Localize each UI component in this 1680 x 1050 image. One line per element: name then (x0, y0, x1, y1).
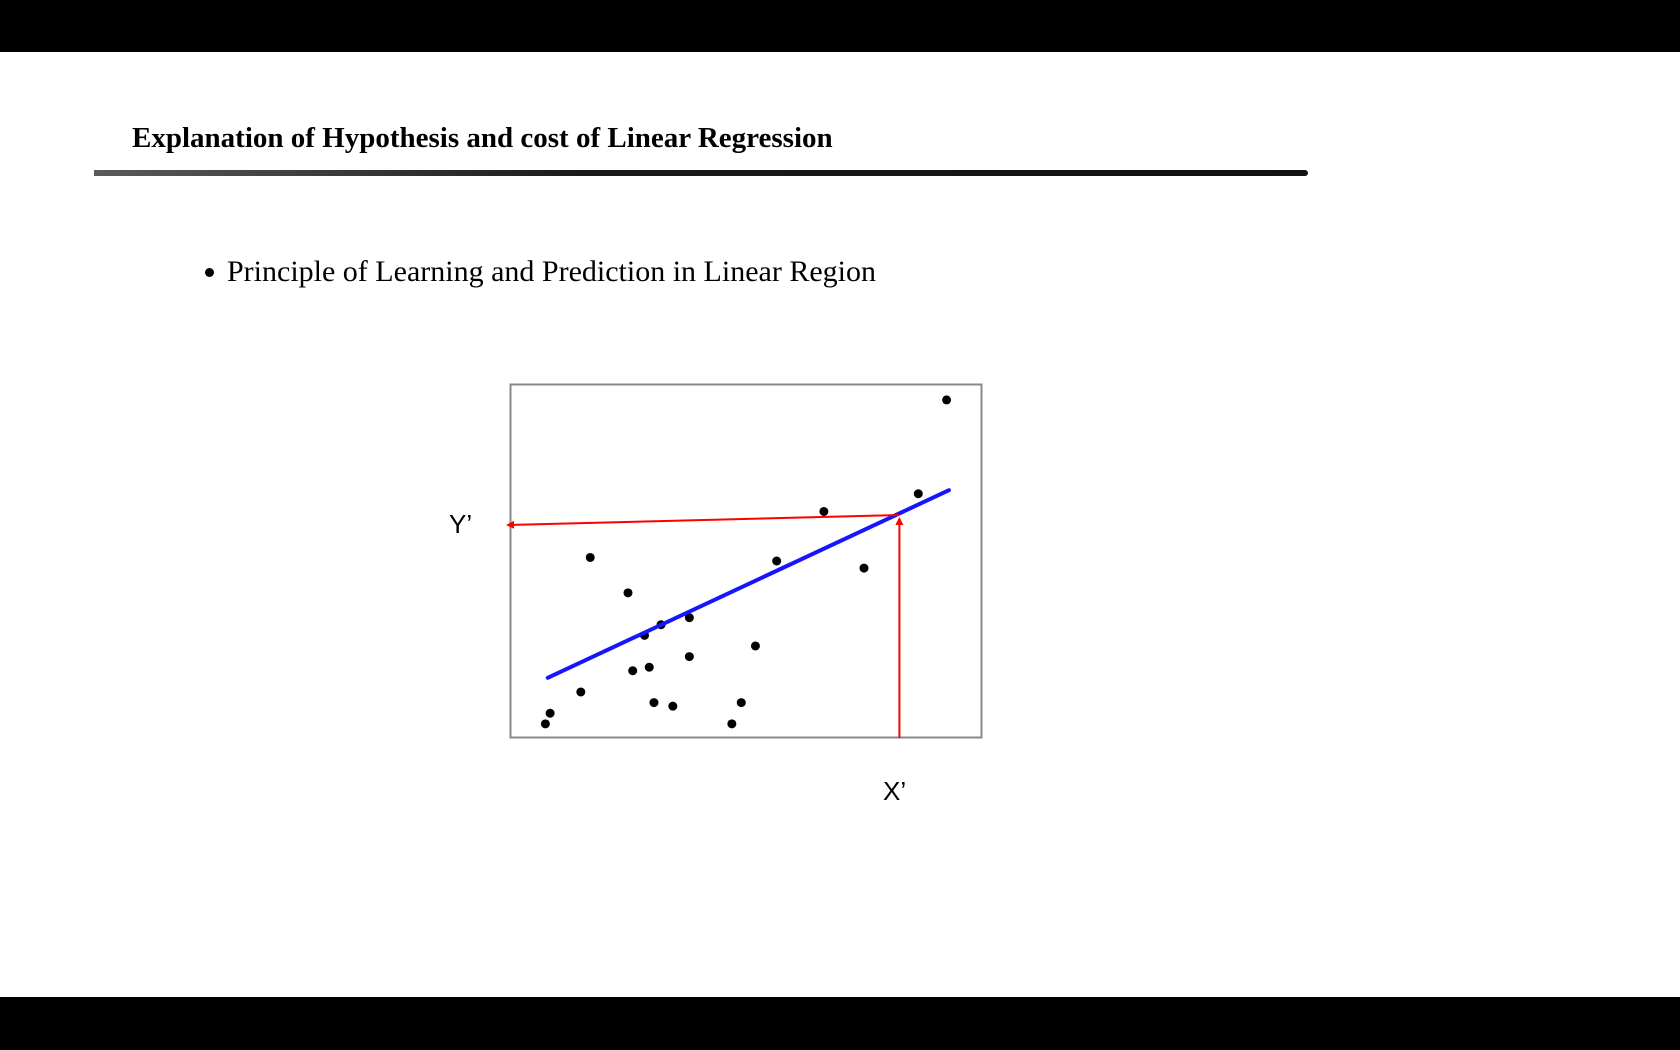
data-point-4 (586, 553, 595, 562)
data-point-18 (819, 507, 828, 516)
plot-frame (511, 385, 982, 738)
data-point-12 (685, 652, 694, 661)
y-prime-label: Y’ (449, 509, 473, 539)
data-point-14 (727, 719, 736, 728)
data-point-15 (737, 698, 746, 707)
x-prime-label: X’ (883, 776, 907, 806)
data-point-21 (942, 395, 951, 404)
data-point-17 (772, 557, 781, 566)
slide-title: Explanation of Hypothesis and cost of Linear Regression (132, 122, 833, 154)
data-point-19 (860, 564, 869, 573)
data-point-2 (546, 709, 555, 718)
data-point-6 (628, 666, 637, 675)
bottom-letterbox-bar (0, 997, 1680, 1050)
data-point-9 (649, 698, 658, 707)
data-point-11 (668, 702, 677, 711)
bullet-text: Principle of Learning and Prediction in Linear Region (227, 255, 876, 288)
data-point-5 (624, 588, 633, 597)
data-point-16 (751, 641, 760, 650)
data-point-8 (645, 663, 654, 672)
data-point-1 (541, 719, 550, 728)
data-point-3 (576, 687, 585, 696)
data-point-20 (914, 489, 923, 498)
